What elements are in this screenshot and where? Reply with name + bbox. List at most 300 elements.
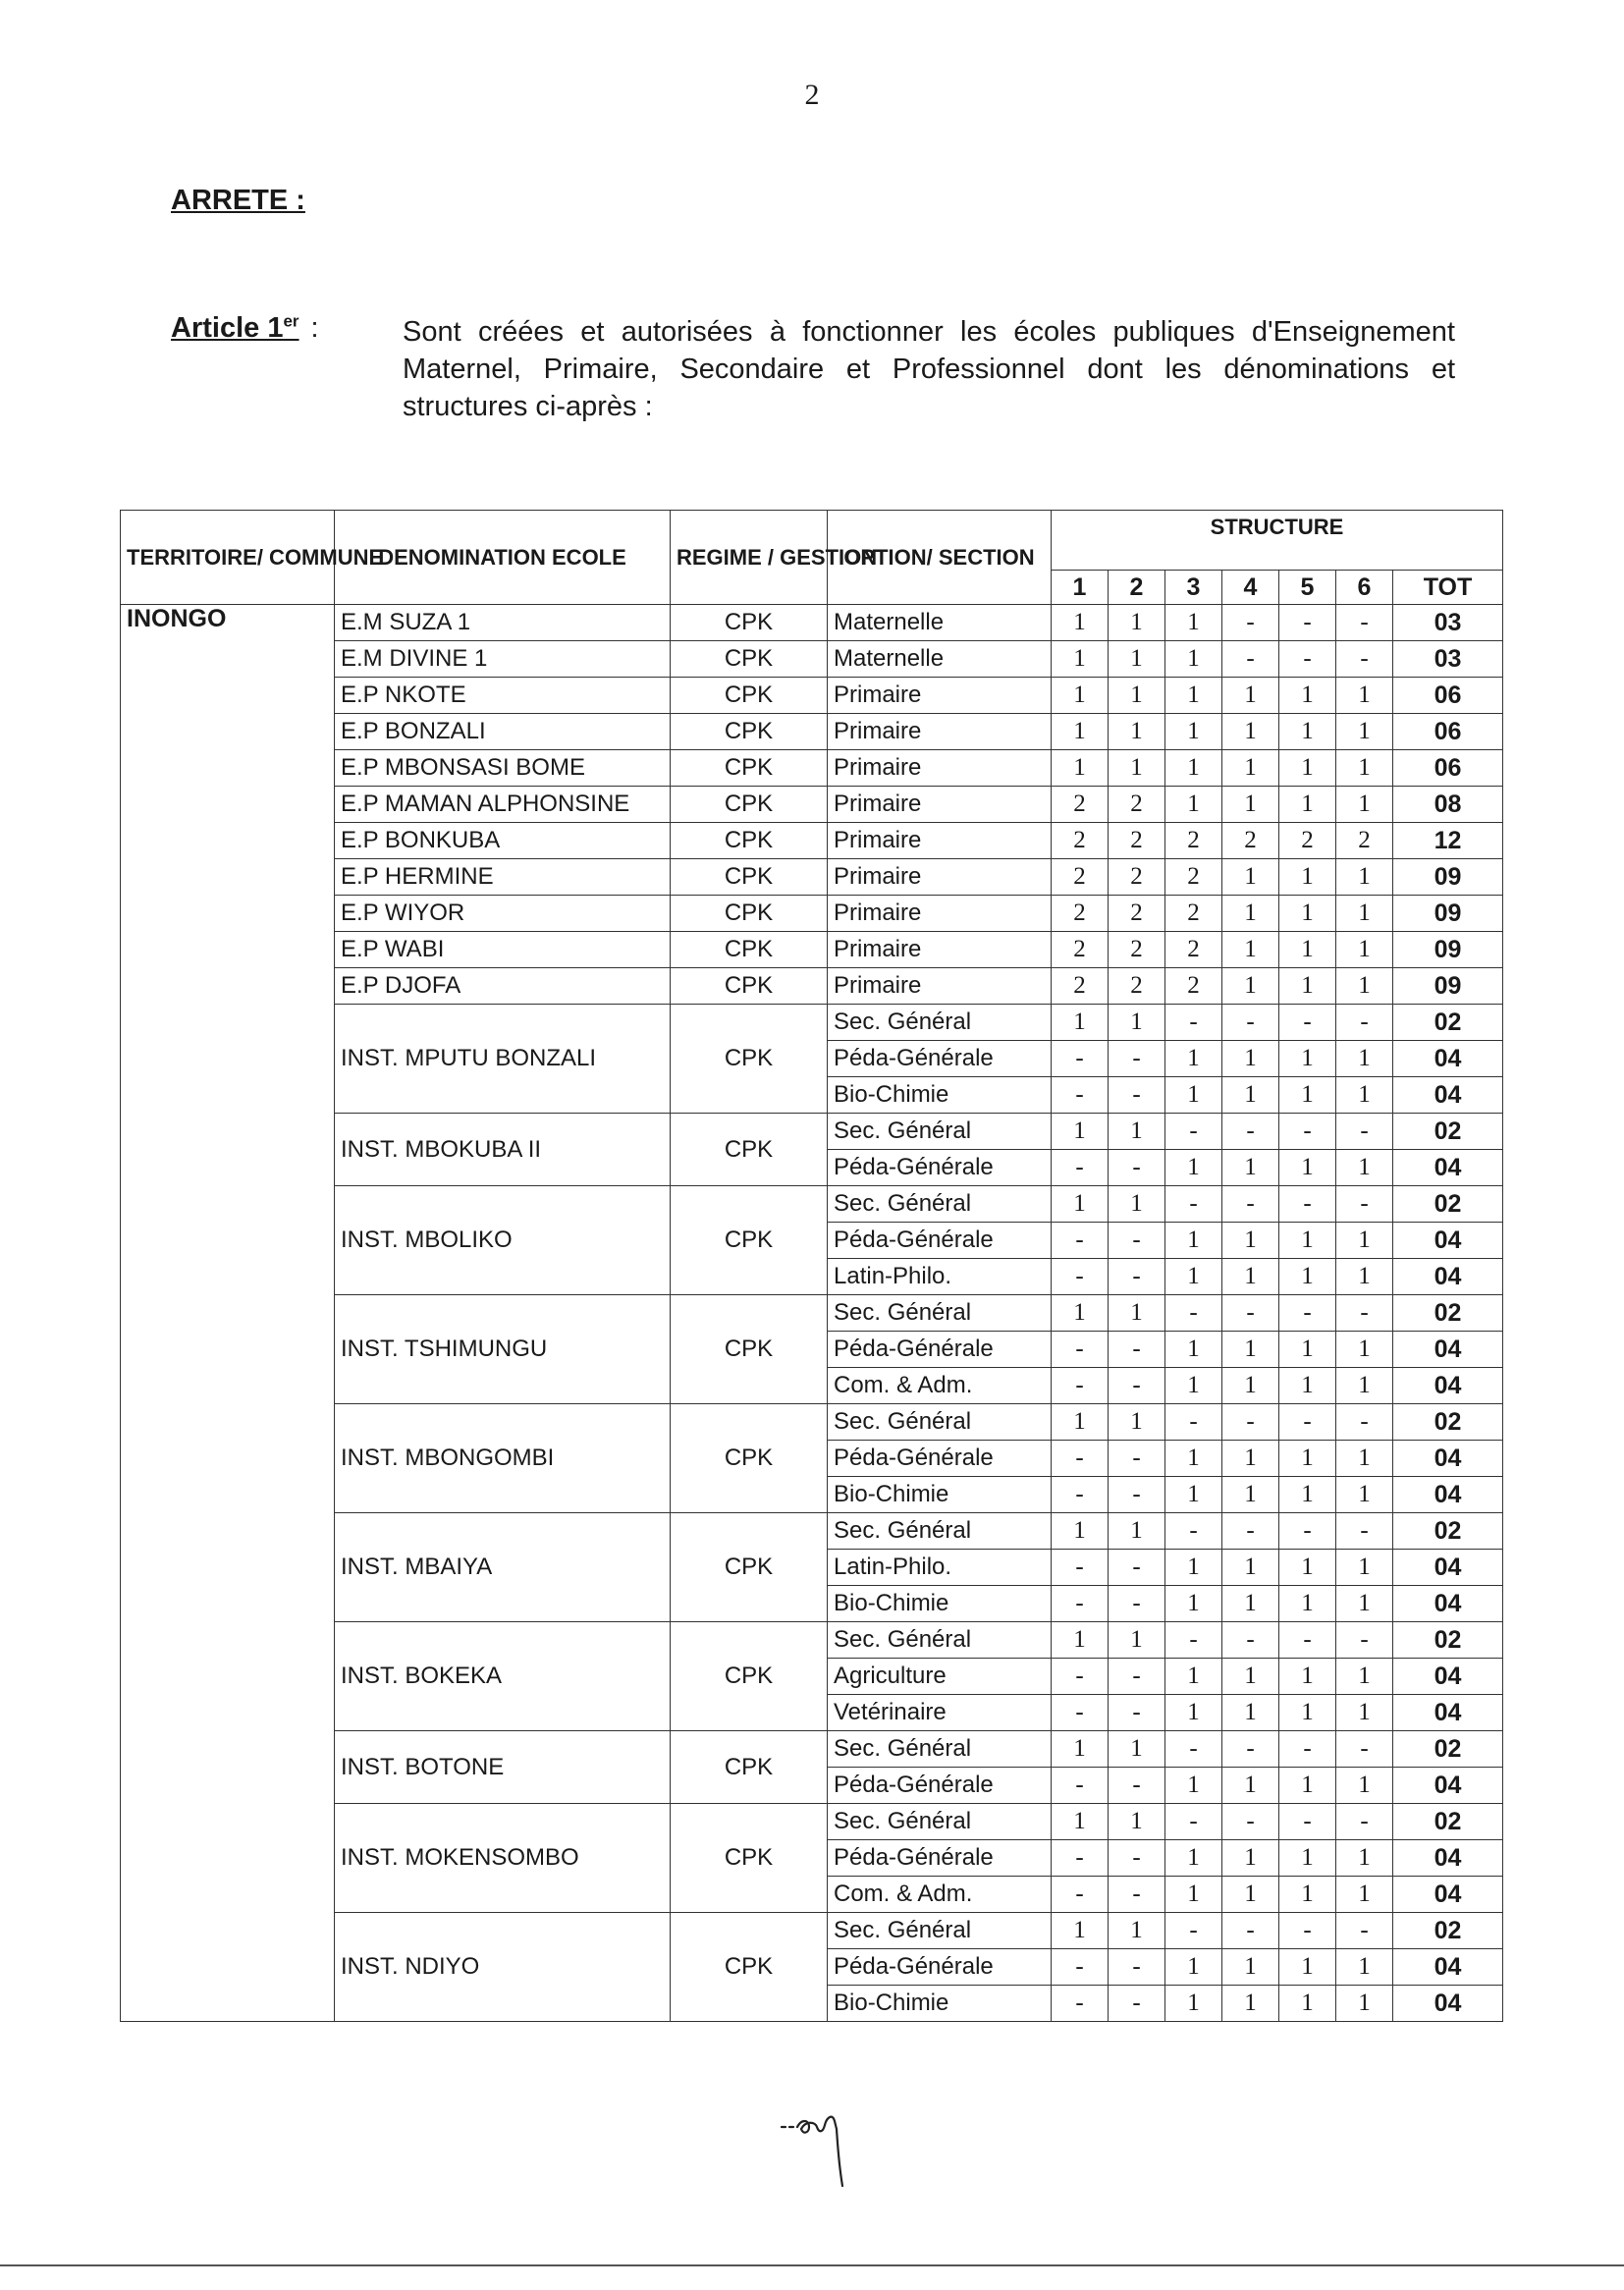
total-cell: 04 bbox=[1393, 1477, 1503, 1513]
structure-cell-6: 1 bbox=[1336, 1477, 1393, 1513]
structure-cell-5: 1 bbox=[1279, 1949, 1336, 1986]
structure-cell-6: - bbox=[1336, 1295, 1393, 1332]
structure-cell-3: - bbox=[1165, 1005, 1222, 1041]
structure-cell-6: - bbox=[1336, 1804, 1393, 1840]
header-col-4: 4 bbox=[1222, 571, 1279, 605]
structure-cell-6: - bbox=[1336, 1731, 1393, 1768]
structure-cell-1: 2 bbox=[1052, 859, 1109, 896]
structure-cell-5: 1 bbox=[1279, 1659, 1336, 1695]
structure-cell-2: - bbox=[1109, 1477, 1165, 1513]
structure-cell-4: - bbox=[1222, 1913, 1279, 1949]
total-cell: 04 bbox=[1393, 1441, 1503, 1477]
school-name-cell: E.P MAMAN ALPHONSINE bbox=[335, 787, 671, 823]
total-cell: 03 bbox=[1393, 641, 1503, 678]
structure-cell-3: 2 bbox=[1165, 859, 1222, 896]
structure-cell-2: 2 bbox=[1109, 932, 1165, 968]
option-cell: Sec. Général bbox=[828, 1295, 1052, 1332]
structure-cell-2: 1 bbox=[1109, 605, 1165, 641]
structure-cell-6: - bbox=[1336, 1005, 1393, 1041]
structure-cell-2: - bbox=[1109, 1840, 1165, 1877]
header-territory: TERRITOIRE/ COMMUNE bbox=[121, 511, 335, 605]
total-cell: 04 bbox=[1393, 1695, 1503, 1731]
total-cell: 02 bbox=[1393, 1295, 1503, 1332]
structure-cell-2: - bbox=[1109, 1077, 1165, 1114]
structure-cell-2: 2 bbox=[1109, 823, 1165, 859]
structure-cell-6: - bbox=[1336, 1404, 1393, 1441]
structure-cell-3: 2 bbox=[1165, 968, 1222, 1005]
header-school: DENOMINATION ECOLE bbox=[335, 511, 671, 605]
structure-cell-6: 1 bbox=[1336, 1041, 1393, 1077]
total-cell: 06 bbox=[1393, 678, 1503, 714]
structure-cell-2: - bbox=[1109, 1659, 1165, 1695]
structure-cell-5: 1 bbox=[1279, 1877, 1336, 1913]
structure-cell-4: 1 bbox=[1222, 750, 1279, 787]
structure-cell-3: - bbox=[1165, 1114, 1222, 1150]
option-cell: Sec. Général bbox=[828, 1513, 1052, 1550]
structure-cell-3: 1 bbox=[1165, 1986, 1222, 2022]
structure-cell-5: - bbox=[1279, 1114, 1336, 1150]
regime-cell: CPK bbox=[671, 859, 828, 896]
structure-cell-2: 1 bbox=[1109, 1114, 1165, 1150]
structure-cell-6: 1 bbox=[1336, 859, 1393, 896]
total-cell: 04 bbox=[1393, 1041, 1503, 1077]
total-cell: 04 bbox=[1393, 1077, 1503, 1114]
option-cell: Maternelle bbox=[828, 641, 1052, 678]
regime-cell: CPK bbox=[671, 1114, 828, 1186]
structure-cell-5: - bbox=[1279, 641, 1336, 678]
structure-cell-5: - bbox=[1279, 1005, 1336, 1041]
structure-cell-2: 2 bbox=[1109, 968, 1165, 1005]
structure-cell-1: 1 bbox=[1052, 1404, 1109, 1441]
structure-cell-1: 1 bbox=[1052, 1005, 1109, 1041]
structure-cell-3: 1 bbox=[1165, 641, 1222, 678]
header-regime: REGIME / GESTION bbox=[671, 511, 828, 605]
option-cell: Com. & Adm. bbox=[828, 1368, 1052, 1404]
total-cell: 04 bbox=[1393, 1223, 1503, 1259]
structure-cell-3: 1 bbox=[1165, 1586, 1222, 1622]
total-cell: 04 bbox=[1393, 1150, 1503, 1186]
regime-cell: CPK bbox=[671, 787, 828, 823]
structure-cell-2: - bbox=[1109, 1368, 1165, 1404]
structure-cell-5: - bbox=[1279, 1513, 1336, 1550]
structure-cell-2: 1 bbox=[1109, 714, 1165, 750]
structure-cell-5: - bbox=[1279, 1295, 1336, 1332]
school-name-cell: INST. MBOKUBA II bbox=[335, 1114, 671, 1186]
total-cell: 04 bbox=[1393, 1259, 1503, 1295]
total-cell: 09 bbox=[1393, 896, 1503, 932]
option-cell: Latin-Philo. bbox=[828, 1550, 1052, 1586]
structure-cell-6: 1 bbox=[1336, 1695, 1393, 1731]
structure-cell-1: - bbox=[1052, 1150, 1109, 1186]
table-body bbox=[121, 605, 1503, 2022]
school-name-cell: E.P NKOTE bbox=[335, 678, 671, 714]
structure-cell-5: - bbox=[1279, 1186, 1336, 1223]
structure-cell-1: 1 bbox=[1052, 605, 1109, 641]
option-cell: Primaire bbox=[828, 787, 1052, 823]
structure-cell-1: - bbox=[1052, 1877, 1109, 1913]
structure-cell-2: 1 bbox=[1109, 1913, 1165, 1949]
structure-cell-4: - bbox=[1222, 641, 1279, 678]
header-col-3: 3 bbox=[1165, 571, 1222, 605]
structure-cell-3: 1 bbox=[1165, 714, 1222, 750]
structure-cell-6: 1 bbox=[1336, 678, 1393, 714]
structure-cell-2: - bbox=[1109, 1150, 1165, 1186]
structure-cell-6: 1 bbox=[1336, 1223, 1393, 1259]
option-cell: Sec. Général bbox=[828, 1114, 1052, 1150]
structure-cell-3: - bbox=[1165, 1513, 1222, 1550]
structure-cell-4: 1 bbox=[1222, 1550, 1279, 1586]
structure-cell-1: 1 bbox=[1052, 714, 1109, 750]
structure-cell-2: 1 bbox=[1109, 1513, 1165, 1550]
structure-cell-2: - bbox=[1109, 1550, 1165, 1586]
structure-cell-5: 1 bbox=[1279, 932, 1336, 968]
structure-cell-2: 1 bbox=[1109, 1186, 1165, 1223]
structure-cell-4: 1 bbox=[1222, 678, 1279, 714]
structure-cell-6: - bbox=[1336, 1622, 1393, 1659]
option-cell: Primaire bbox=[828, 714, 1052, 750]
structure-cell-1: 1 bbox=[1052, 1804, 1109, 1840]
total-cell: 02 bbox=[1393, 1731, 1503, 1768]
structure-cell-6: 1 bbox=[1336, 787, 1393, 823]
option-cell: Primaire bbox=[828, 932, 1052, 968]
regime-cell: CPK bbox=[671, 641, 828, 678]
option-cell: Sec. Général bbox=[828, 1804, 1052, 1840]
structure-cell-2: - bbox=[1109, 1768, 1165, 1804]
structure-cell-6: 1 bbox=[1336, 1768, 1393, 1804]
option-cell: Sec. Général bbox=[828, 1404, 1052, 1441]
school-name-cell: INST. BOKEKA bbox=[335, 1622, 671, 1731]
structure-cell-2: 2 bbox=[1109, 896, 1165, 932]
structure-cell-4: 1 bbox=[1222, 714, 1279, 750]
structure-cell-4: - bbox=[1222, 1114, 1279, 1150]
table-header-row bbox=[121, 511, 1503, 571]
structure-cell-5: 1 bbox=[1279, 1840, 1336, 1877]
structure-cell-5: 1 bbox=[1279, 1150, 1336, 1186]
structure-cell-6: 1 bbox=[1336, 932, 1393, 968]
regime-cell: CPK bbox=[671, 1005, 828, 1114]
structure-cell-3: 1 bbox=[1165, 1077, 1222, 1114]
total-cell: 06 bbox=[1393, 714, 1503, 750]
structure-cell-4: 1 bbox=[1222, 1586, 1279, 1622]
structure-cell-6: - bbox=[1336, 1186, 1393, 1223]
structure-cell-4: 1 bbox=[1222, 968, 1279, 1005]
structure-cell-2: - bbox=[1109, 1259, 1165, 1295]
structure-cell-6: - bbox=[1336, 641, 1393, 678]
structure-cell-3: 1 bbox=[1165, 1695, 1222, 1731]
header-col-6: 6 bbox=[1336, 571, 1393, 605]
structure-cell-1: - bbox=[1052, 1368, 1109, 1404]
total-cell: 02 bbox=[1393, 1005, 1503, 1041]
structure-cell-2: - bbox=[1109, 1877, 1165, 1913]
structure-cell-1: 1 bbox=[1052, 1622, 1109, 1659]
total-cell: 02 bbox=[1393, 1913, 1503, 1949]
structure-cell-4: 1 bbox=[1222, 1477, 1279, 1513]
total-cell: 02 bbox=[1393, 1622, 1503, 1659]
structure-cell-5: 1 bbox=[1279, 750, 1336, 787]
total-cell: 02 bbox=[1393, 1404, 1503, 1441]
option-cell: Primaire bbox=[828, 968, 1052, 1005]
structure-cell-5: 1 bbox=[1279, 678, 1336, 714]
structure-cell-4: - bbox=[1222, 1513, 1279, 1550]
total-cell: 09 bbox=[1393, 859, 1503, 896]
structure-cell-2: 1 bbox=[1109, 641, 1165, 678]
option-cell: Agriculture bbox=[828, 1659, 1052, 1695]
structure-cell-3: - bbox=[1165, 1404, 1222, 1441]
structure-cell-4: 1 bbox=[1222, 1368, 1279, 1404]
structure-cell-5: 1 bbox=[1279, 1441, 1336, 1477]
header-col-tot: TOT bbox=[1393, 571, 1503, 605]
total-cell: 04 bbox=[1393, 1550, 1503, 1586]
structure-cell-3: 1 bbox=[1165, 1949, 1222, 1986]
structure-cell-3: - bbox=[1165, 1731, 1222, 1768]
header-col-5: 5 bbox=[1279, 571, 1336, 605]
structure-cell-1: 1 bbox=[1052, 1114, 1109, 1150]
article-body: Sont créées et autorisées à fonctionner les écoles publiques d'Enseignement Maternel, Primaire, Secondaire et Professionnel dont les dénominations et structures ci-après : bbox=[403, 316, 1455, 422]
structure-cell-5: - bbox=[1279, 1622, 1336, 1659]
school-name-cell: INST. MBOLIKO bbox=[335, 1186, 671, 1295]
structure-cell-4: 1 bbox=[1222, 1949, 1279, 1986]
structure-cell-1: - bbox=[1052, 1949, 1109, 1986]
page-bottom-rule bbox=[0, 2264, 1624, 2266]
school-name-cell: INST. MBONGOMBI bbox=[335, 1404, 671, 1513]
structure-cell-6: 1 bbox=[1336, 1986, 1393, 2022]
structure-cell-5: 1 bbox=[1279, 1259, 1336, 1295]
structure-cell-2: - bbox=[1109, 1949, 1165, 1986]
option-cell: Péda-Générale bbox=[828, 1768, 1052, 1804]
total-cell: 02 bbox=[1393, 1513, 1503, 1550]
option-cell: Primaire bbox=[828, 678, 1052, 714]
structure-cell-5: 1 bbox=[1279, 1477, 1336, 1513]
structure-cell-4: 2 bbox=[1222, 823, 1279, 859]
option-cell: Péda-Générale bbox=[828, 1949, 1052, 1986]
structure-cell-5: 1 bbox=[1279, 1695, 1336, 1731]
structure-cell-6: 1 bbox=[1336, 1150, 1393, 1186]
structure-cell-4: 1 bbox=[1222, 896, 1279, 932]
structure-cell-6: 1 bbox=[1336, 1550, 1393, 1586]
structure-cell-3: 2 bbox=[1165, 896, 1222, 932]
header-col-1: 1 bbox=[1052, 571, 1109, 605]
structure-cell-4: - bbox=[1222, 1186, 1279, 1223]
structure-cell-2: 2 bbox=[1109, 859, 1165, 896]
structure-cell-6: 1 bbox=[1336, 1659, 1393, 1695]
structure-cell-5: 2 bbox=[1279, 823, 1336, 859]
structure-cell-4: 1 bbox=[1222, 1223, 1279, 1259]
option-cell: Vetérinaire bbox=[828, 1695, 1052, 1731]
structure-cell-1: - bbox=[1052, 1259, 1109, 1295]
regime-cell: CPK bbox=[671, 714, 828, 750]
structure-cell-3: 1 bbox=[1165, 787, 1222, 823]
structure-cell-5: 1 bbox=[1279, 1332, 1336, 1368]
regime-cell: CPK bbox=[671, 750, 828, 787]
total-cell: 04 bbox=[1393, 1586, 1503, 1622]
structure-cell-2: - bbox=[1109, 1332, 1165, 1368]
school-name-cell: E.P WABI bbox=[335, 932, 671, 968]
total-cell: 02 bbox=[1393, 1804, 1503, 1840]
structure-cell-6: - bbox=[1336, 1913, 1393, 1949]
structure-cell-3: 1 bbox=[1165, 1259, 1222, 1295]
structure-cell-5: - bbox=[1279, 1731, 1336, 1768]
structure-cell-6: - bbox=[1336, 1114, 1393, 1150]
school-name-cell: E.P DJOFA bbox=[335, 968, 671, 1005]
structure-cell-4: - bbox=[1222, 1731, 1279, 1768]
structure-cell-1: - bbox=[1052, 1695, 1109, 1731]
structure-cell-3: 1 bbox=[1165, 1840, 1222, 1877]
structure-cell-3: 2 bbox=[1165, 932, 1222, 968]
school-name-cell: E.P WIYOR bbox=[335, 896, 671, 932]
structure-cell-6: 1 bbox=[1336, 1877, 1393, 1913]
structure-cell-5: 1 bbox=[1279, 1223, 1336, 1259]
regime-cell: CPK bbox=[671, 896, 828, 932]
structure-cell-3: 1 bbox=[1165, 1441, 1222, 1477]
article-label bbox=[171, 311, 319, 345]
regime-cell: CPK bbox=[671, 1404, 828, 1513]
option-cell: Primaire bbox=[828, 823, 1052, 859]
total-cell: 09 bbox=[1393, 968, 1503, 1005]
total-cell: 04 bbox=[1393, 1768, 1503, 1804]
structure-cell-2: 1 bbox=[1109, 1295, 1165, 1332]
structure-cell-1: - bbox=[1052, 1659, 1109, 1695]
structure-cell-6: 1 bbox=[1336, 1368, 1393, 1404]
structure-cell-6: 2 bbox=[1336, 823, 1393, 859]
structure-cell-6: 1 bbox=[1336, 896, 1393, 932]
structure-cell-1: 2 bbox=[1052, 968, 1109, 1005]
structure-cell-3: 1 bbox=[1165, 750, 1222, 787]
school-name-cell: INST. TSHIMUNGU bbox=[335, 1295, 671, 1404]
structure-cell-3: 1 bbox=[1165, 1150, 1222, 1186]
structure-cell-3: 2 bbox=[1165, 823, 1222, 859]
regime-cell: CPK bbox=[671, 1804, 828, 1913]
structure-cell-1: - bbox=[1052, 1041, 1109, 1077]
header-structure: STRUCTURE bbox=[1052, 511, 1503, 571]
structure-cell-2: - bbox=[1109, 1695, 1165, 1731]
school-name-cell: E.P BONKUBA bbox=[335, 823, 671, 859]
option-cell: Primaire bbox=[828, 896, 1052, 932]
structure-cell-3: 1 bbox=[1165, 1768, 1222, 1804]
structure-cell-6: 1 bbox=[1336, 1949, 1393, 1986]
total-cell: 04 bbox=[1393, 1840, 1503, 1877]
header-option: OPTION/ SECTION bbox=[828, 511, 1052, 605]
structure-cell-3: - bbox=[1165, 1295, 1222, 1332]
regime-cell: CPK bbox=[671, 968, 828, 1005]
structure-cell-4: 1 bbox=[1222, 1877, 1279, 1913]
structure-cell-3: 1 bbox=[1165, 1659, 1222, 1695]
structure-cell-5: - bbox=[1279, 605, 1336, 641]
structure-cell-5: 1 bbox=[1279, 1077, 1336, 1114]
structure-cell-4: - bbox=[1222, 1295, 1279, 1332]
school-name-cell: INST. NDIYO bbox=[335, 1913, 671, 2022]
structure-cell-5: 1 bbox=[1279, 1768, 1336, 1804]
structure-cell-3: - bbox=[1165, 1622, 1222, 1659]
option-cell: Sec. Général bbox=[828, 1622, 1052, 1659]
schools-structure-table bbox=[120, 510, 1503, 2022]
structure-cell-3: 1 bbox=[1165, 1877, 1222, 1913]
total-cell: 12 bbox=[1393, 823, 1503, 859]
structure-cell-3: - bbox=[1165, 1913, 1222, 1949]
structure-cell-4: 1 bbox=[1222, 1986, 1279, 2022]
option-cell: Bio-Chimie bbox=[828, 1477, 1052, 1513]
school-name-cell: E.M DIVINE 1 bbox=[335, 641, 671, 678]
structure-cell-4: 1 bbox=[1222, 787, 1279, 823]
school-name-cell: INST. MBAIYA bbox=[335, 1513, 671, 1622]
article-label-text: Article 1 bbox=[171, 311, 284, 344]
structure-cell-4: - bbox=[1222, 1804, 1279, 1840]
structure-cell-1: - bbox=[1052, 1223, 1109, 1259]
total-cell: 04 bbox=[1393, 1949, 1503, 1986]
structure-cell-1: 1 bbox=[1052, 1186, 1109, 1223]
option-cell: Primaire bbox=[828, 859, 1052, 896]
structure-cell-2: - bbox=[1109, 1986, 1165, 2022]
structure-cell-2: 2 bbox=[1109, 787, 1165, 823]
structure-cell-2: - bbox=[1109, 1041, 1165, 1077]
structure-cell-1: - bbox=[1052, 1441, 1109, 1477]
structure-cell-1: - bbox=[1052, 1768, 1109, 1804]
regime-cell: CPK bbox=[671, 605, 828, 641]
structure-cell-4: 1 bbox=[1222, 1077, 1279, 1114]
option-cell: Péda-Générale bbox=[828, 1332, 1052, 1368]
structure-cell-6: - bbox=[1336, 1513, 1393, 1550]
structure-cell-4: - bbox=[1222, 1404, 1279, 1441]
option-cell: Péda-Générale bbox=[828, 1150, 1052, 1186]
structure-cell-5: 1 bbox=[1279, 1550, 1336, 1586]
option-cell: Péda-Générale bbox=[828, 1441, 1052, 1477]
structure-cell-6: 1 bbox=[1336, 750, 1393, 787]
school-name-cell: E.P MBONSASI BOME bbox=[335, 750, 671, 787]
structure-cell-1: - bbox=[1052, 1986, 1109, 2022]
regime-cell: CPK bbox=[671, 1513, 828, 1622]
structure-cell-3: - bbox=[1165, 1804, 1222, 1840]
structure-cell-5: - bbox=[1279, 1913, 1336, 1949]
structure-cell-4: 1 bbox=[1222, 1259, 1279, 1295]
structure-cell-3: - bbox=[1165, 1186, 1222, 1223]
structure-cell-1: 1 bbox=[1052, 750, 1109, 787]
structure-cell-1: 2 bbox=[1052, 932, 1109, 968]
structure-cell-6: 1 bbox=[1336, 968, 1393, 1005]
structure-cell-2: - bbox=[1109, 1441, 1165, 1477]
school-name-cell: E.P BONZALI bbox=[335, 714, 671, 750]
structure-cell-2: 1 bbox=[1109, 1731, 1165, 1768]
structure-cell-1: 2 bbox=[1052, 896, 1109, 932]
structure-cell-6: - bbox=[1336, 605, 1393, 641]
structure-cell-2: 1 bbox=[1109, 1622, 1165, 1659]
structure-cell-1: 1 bbox=[1052, 1513, 1109, 1550]
article-label-colon: : bbox=[310, 311, 319, 344]
structure-cell-4: - bbox=[1222, 605, 1279, 641]
structure-cell-4: 1 bbox=[1222, 1150, 1279, 1186]
structure-cell-6: 1 bbox=[1336, 1077, 1393, 1114]
structure-cell-5: 1 bbox=[1279, 1041, 1336, 1077]
structure-cell-1: 1 bbox=[1052, 1913, 1109, 1949]
structure-cell-4: - bbox=[1222, 1622, 1279, 1659]
structure-cell-3: 1 bbox=[1165, 605, 1222, 641]
regime-cell: CPK bbox=[671, 932, 828, 968]
structure-cell-1: - bbox=[1052, 1077, 1109, 1114]
structure-cell-4: 1 bbox=[1222, 859, 1279, 896]
structure-cell-2: 1 bbox=[1109, 1005, 1165, 1041]
structure-cell-4: 1 bbox=[1222, 1659, 1279, 1695]
regime-cell: CPK bbox=[671, 1913, 828, 2022]
structure-cell-5: - bbox=[1279, 1804, 1336, 1840]
structure-cell-6: 1 bbox=[1336, 1259, 1393, 1295]
total-cell: 03 bbox=[1393, 605, 1503, 641]
structure-cell-3: 1 bbox=[1165, 678, 1222, 714]
total-cell: 04 bbox=[1393, 1659, 1503, 1695]
structure-cell-3: 1 bbox=[1165, 1332, 1222, 1368]
structure-cell-5: 1 bbox=[1279, 787, 1336, 823]
total-cell: 04 bbox=[1393, 1877, 1503, 1913]
structure-cell-1: 1 bbox=[1052, 1731, 1109, 1768]
structure-cell-1: 2 bbox=[1052, 823, 1109, 859]
structure-cell-6: 1 bbox=[1336, 1840, 1393, 1877]
